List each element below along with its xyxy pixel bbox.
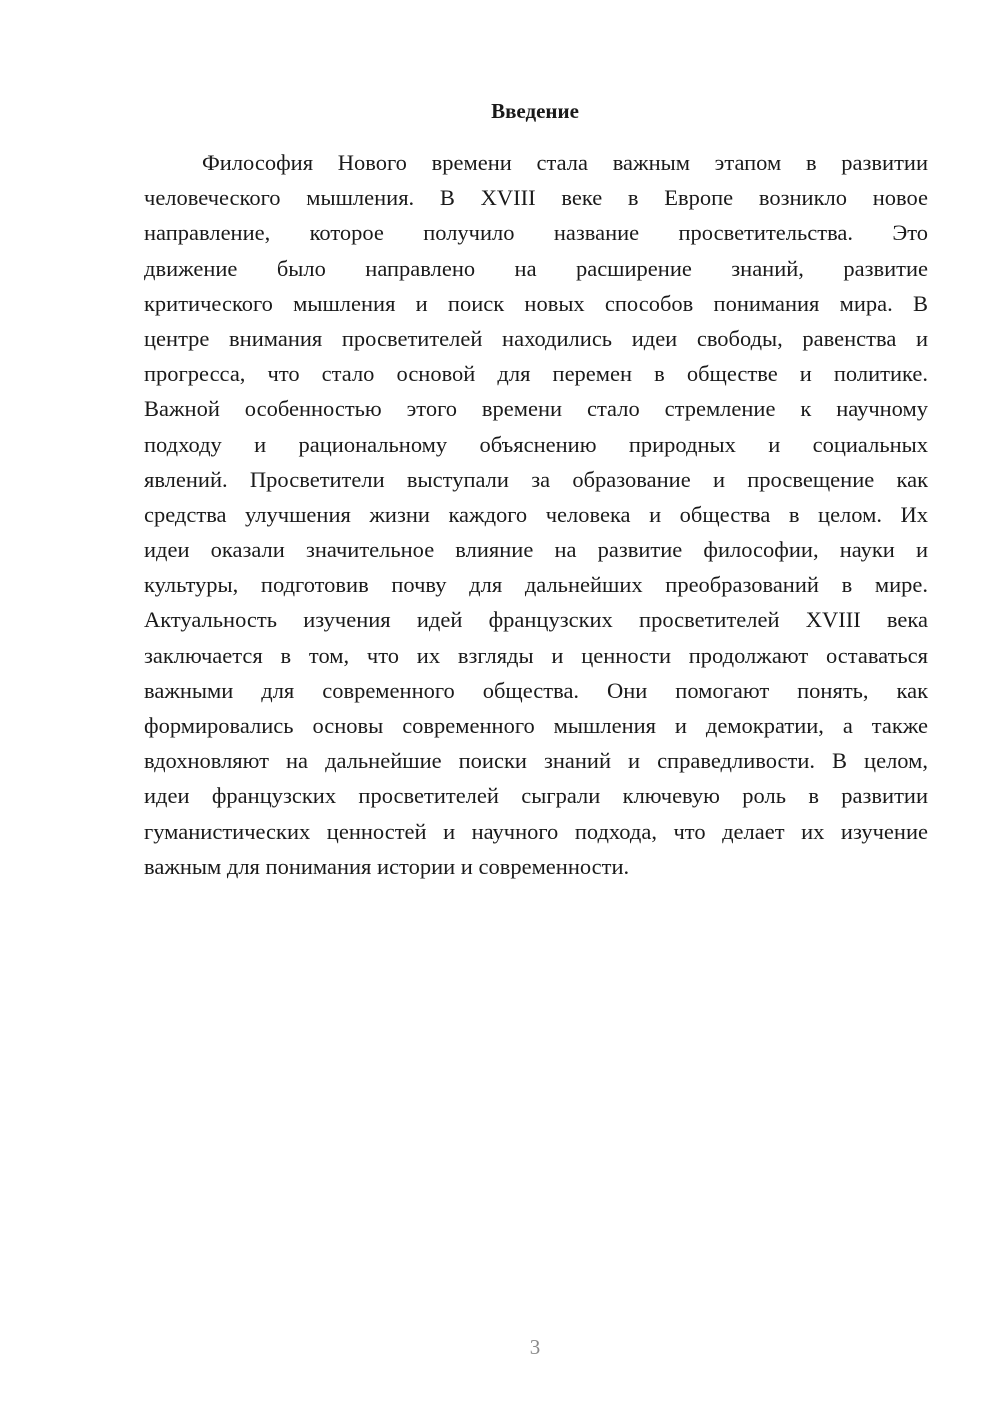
text-line: культуры, подготовив почву для дальнейших преобразований в мире.: [144, 572, 928, 598]
text-line: подходу и рациональному объяснению природных и социальных: [144, 431, 928, 457]
text-line: средства улучшения жизни каждого человека и общества в целом. Их: [144, 501, 928, 527]
page-number: 3: [529, 1335, 541, 1359]
text-line: явлений. Просветители выступали за образование и просвещение как: [144, 466, 928, 492]
text-line: гуманистических ценностей и научного подхода, что делает их изучение: [144, 818, 928, 844]
text-line: идеи французских просветителей сыграли ключевую роль в развитии: [144, 783, 928, 809]
text-line: Важной особенностью этого времени стало стремление к научному: [144, 396, 928, 422]
text-line: человеческого мышления. В XVIII веке в Европе возникло новое: [144, 185, 928, 211]
text-line: вдохновляют на дальнейшие поиски знаний и справедливости. В целом,: [144, 748, 928, 774]
page-title: Введение: [491, 99, 579, 123]
text-line: важными для современного общества. Они помогают понять, как: [144, 677, 928, 703]
text-line: критического мышления и поиск новых способов понимания мира. В: [144, 290, 928, 316]
text-line: движение было направлено на расширение знаний, развитие: [144, 255, 928, 281]
body-paragraph: [144, 145, 928, 884]
text-line: Философия Нового времени стала важным этапом в развитии: [202, 150, 928, 175]
text-line: центре внимания просветителей находились идеи свободы, равенства и: [144, 325, 928, 351]
text-line: направление, которое получило название просветительства. Это: [144, 220, 928, 246]
text-line: идеи оказали значительное влияние на развитие философии, науки и: [144, 537, 928, 563]
text-line: Актуальность изучения идей французских просветителей XVIII века: [144, 607, 928, 633]
text-line: заключается в том, что их взгляды и ценности продолжают оставаться: [144, 642, 928, 668]
text-line: формировались основы современного мышления и демократии, а также: [144, 713, 928, 738]
text-line: прогресса, что стало основой для перемен в обществе и политике.: [144, 361, 928, 387]
text-line: важным для понимания истории и современности.: [144, 853, 630, 879]
